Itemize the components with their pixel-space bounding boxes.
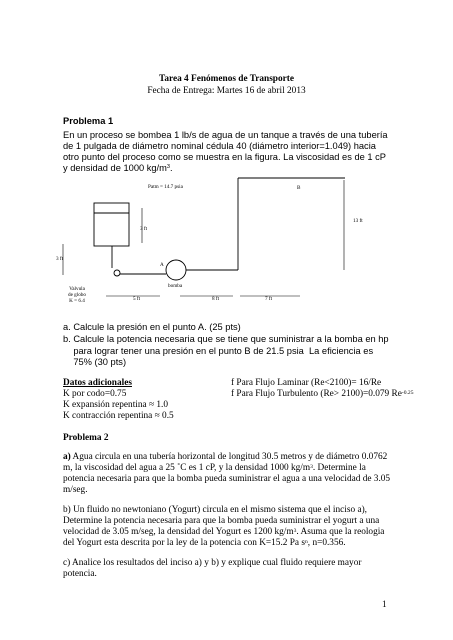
tank	[94, 203, 129, 246]
problem2-b-line4: del Yogurt esta descrita por la ley de la potencia con K=15.2 Pa $s^n$, n=0.356.	[63, 538, 346, 548]
length-7ft-label: 7 ft	[265, 296, 273, 302]
problem1-intro-line4: y densidad de 1000 $kg/m^3$.	[63, 163, 173, 173]
left-3ft-label: 3 ft	[56, 256, 64, 262]
problem2-b-line1: b) Un fluido no newtoniano (Yogurt) circula en el mismo sistema que el inciso a),	[63, 505, 367, 515]
problem1-intro-line1: En un proceso se bombea 1 lb/s de agua de un tanque a través de una tubería	[63, 130, 388, 140]
datos-contraccion: K contracción repentina ≈ 0.5	[63, 411, 174, 421]
valve	[114, 270, 120, 276]
problem1-heading: Problema 1	[63, 116, 114, 126]
problem2-a-line2: m, la viscosidad del agua a 25 ˚C es 1 cP, y la densidad 1000 $kg/m^3$. Determine la	[63, 463, 366, 473]
page-number: 1	[382, 600, 387, 610]
question-b-line2: para lograr tener una presión en el punto B de 21.5 psia La eficiencia es	[63, 346, 374, 356]
problem2-b-line3: velocidad de 3.05 m/seg, la densidad del Yogurt es 1200 $kg/m^3$. Asuma que la reologia	[63, 527, 385, 537]
problem2-a-line4: m/seg.	[63, 485, 88, 495]
problem1-intro-line3: otro punto del proceso como se muestra en la figura. La viscosidad es de 1 cP	[63, 152, 386, 162]
problem1-intro-line2: de 1 pulgada de diámetro nominal cédula 40 (diámetro interior=1.049) hacia	[63, 141, 376, 151]
problem2-a-line1: a) Agua circula en una tubería horizontal de longitud 30.5 metros y de diámetro 0.0762	[63, 452, 388, 462]
length-5ft-label: 5 ft	[133, 296, 141, 302]
problem2-b-line2: Determine la potencia necesaria para que la bomba pueda suministrar el yogurt a una	[63, 516, 380, 526]
friction-turbulent: f Para Flujo Turbulento (Re> 2100)=0.079 $Re^{-0.25}$	[231, 389, 414, 399]
problem2-c-line1: c) Analice los resultados del inciso a) y b) y explique cual fluido requiere mayor	[63, 558, 362, 568]
datos-codo: K por codo=0.75	[63, 389, 127, 399]
pump-label: bomba	[168, 283, 183, 289]
datos-expansion: K expansión repentina ≈ 1.0	[63, 400, 169, 410]
friction-laminar: f Para Flujo Laminar (Re<2100)= 16/Re	[231, 378, 382, 388]
problem2-c-line2: potencia.	[63, 569, 97, 579]
question-a: a. Calcule la presión en el punto A. (25 pts)	[63, 322, 241, 332]
point-a-label: A	[160, 262, 164, 268]
length-8ft-label: 8 ft	[212, 296, 220, 302]
patm-label: Patm = 14.7 psia	[148, 184, 183, 190]
due-date: Fecha de Entrega: Martes 16 de abril 2013	[147, 86, 306, 96]
datos-heading: Datos adicionales	[63, 378, 132, 388]
problem2-a-line3: potencia necesaria para que la bomba pueda suministrar el agua a una velocidad de 3.05	[63, 474, 391, 484]
question-b-line1: b. Calcule la potencia necesaria que se tiene que suministrar a la bomba en hp	[63, 334, 389, 344]
pump	[166, 260, 186, 280]
tank-3ft-label: 3 ft	[140, 226, 148, 232]
density-exponent: 3	[166, 164, 170, 170]
height-13ft-label: 13 ft	[353, 218, 363, 224]
document-title: Tarea 4 Fenómenos de Transporte	[159, 74, 294, 84]
problem2-heading: Problema 2	[63, 433, 109, 443]
friction-exponent: -0.25	[401, 390, 414, 396]
valve-label: Valvula de globo K = 6.4	[67, 286, 86, 304]
question-b-line3: 75% (30 pts)	[63, 357, 127, 367]
point-b-label: B	[297, 185, 301, 191]
